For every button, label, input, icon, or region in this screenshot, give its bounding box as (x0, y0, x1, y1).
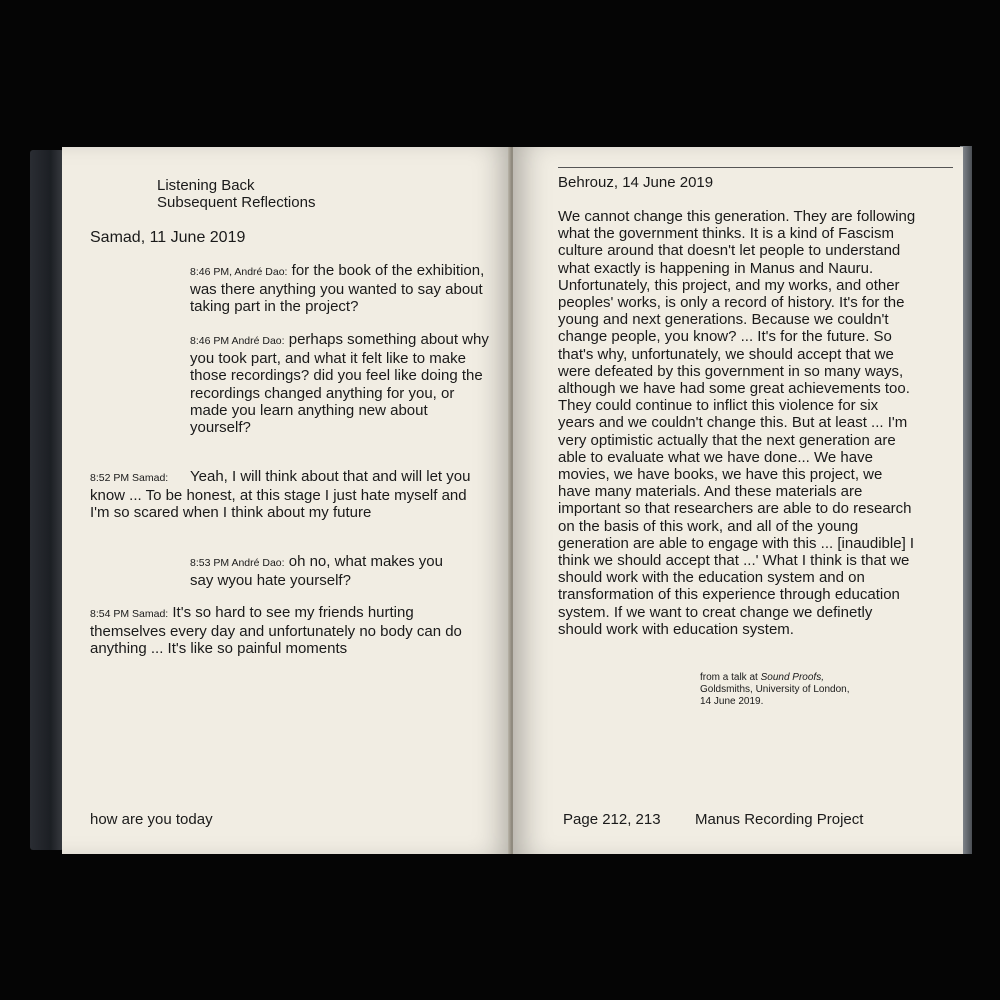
citation-title: Sound Proofs, (760, 672, 824, 683)
chat-text: oh no, what makes you say wyou hate yourself? (190, 553, 443, 590)
chat-text: It's so hard to see my friends hurting themselves every day and unfortunately no body can do anything ... It's like so painful moments (90, 604, 462, 658)
section-subtitle: Subsequent Reflections (157, 194, 316, 211)
entry-heading-behrouz: Behrouz, 14 June 2019 (558, 174, 714, 191)
chat-message (190, 331, 490, 436)
right-page (513, 147, 963, 854)
citation-prefix: from a talk at (700, 672, 758, 683)
page-footer-left: how are you today (90, 811, 213, 828)
source-citation (700, 672, 940, 708)
chat-text: perhaps something about why you took part, and what it felt like to make those recordings? did you feel like doing the recordings changed anything for you, or made you learn anything new about yourself? (190, 331, 489, 437)
section-title: Listening Back (157, 177, 255, 194)
body-text: We cannot change this generation. They are following what the government thinks. It is a kind of Fascism culture around that doesn't let people to understand what exactly is happening in Manus and Nauru. Unfortunately, this project, and my works, and other peoples' works, is only a record of history. It's for the young and next generations. Because we couldn't change people, you know? ... It's for the future. So that's why, unfortunately, we should accept that we were defeated by this government in so many ways, although we have had some great achievements too. They could continue to inflict this violence for six years and we couldn't change this. But at least ... I'm very optimistic actually that the next generation are able to evaluate what we have done... We have movies, we have books, we have this project, we have many materials. And these materials are important so that researchers are able to do research on the basis of this work, and all of the young generation are able to engage with this ... [inaudible] I think we should accept that ...' What I think is that we should work with the education system and on transformation of this experience through education system. If we want to creat change we definetly should work with education system. (558, 208, 916, 638)
citation-date: 14 June 2019. (700, 696, 764, 707)
left-page (62, 147, 512, 854)
chat-message (190, 553, 450, 589)
header-rule (558, 167, 953, 168)
chat-message (190, 262, 490, 316)
chat-message (90, 604, 485, 658)
chat-timestamp: 8:46 PM, André Dao: (190, 266, 288, 278)
chat-text: for the book of the exhibition, was there anything you wanted to say about taking part in the project? (190, 262, 485, 316)
citation-place: Goldsmiths, University of London, (700, 684, 850, 695)
page-numbers: Page 212, 213 (563, 811, 661, 828)
chat-timestamp: 8:46 PM André Dao: (190, 335, 285, 347)
book-page-edges-left (30, 150, 64, 850)
chat-timestamp: 8:53 PM André Dao: (190, 557, 285, 569)
project-title: Manus Recording Project (695, 811, 864, 828)
chat-text: Yeah, I will think about that and will let you know ... To be honest, at this stage I just hate myself and I'm so scared when I think about my future (90, 468, 471, 522)
chat-message (90, 468, 485, 522)
chat-timestamp: 8:54 PM Samad: (90, 608, 169, 620)
chat-timestamp: 8:52 PM Samad: (90, 472, 169, 484)
entry-heading-samad: Samad, 11 June 2019 (90, 229, 246, 246)
